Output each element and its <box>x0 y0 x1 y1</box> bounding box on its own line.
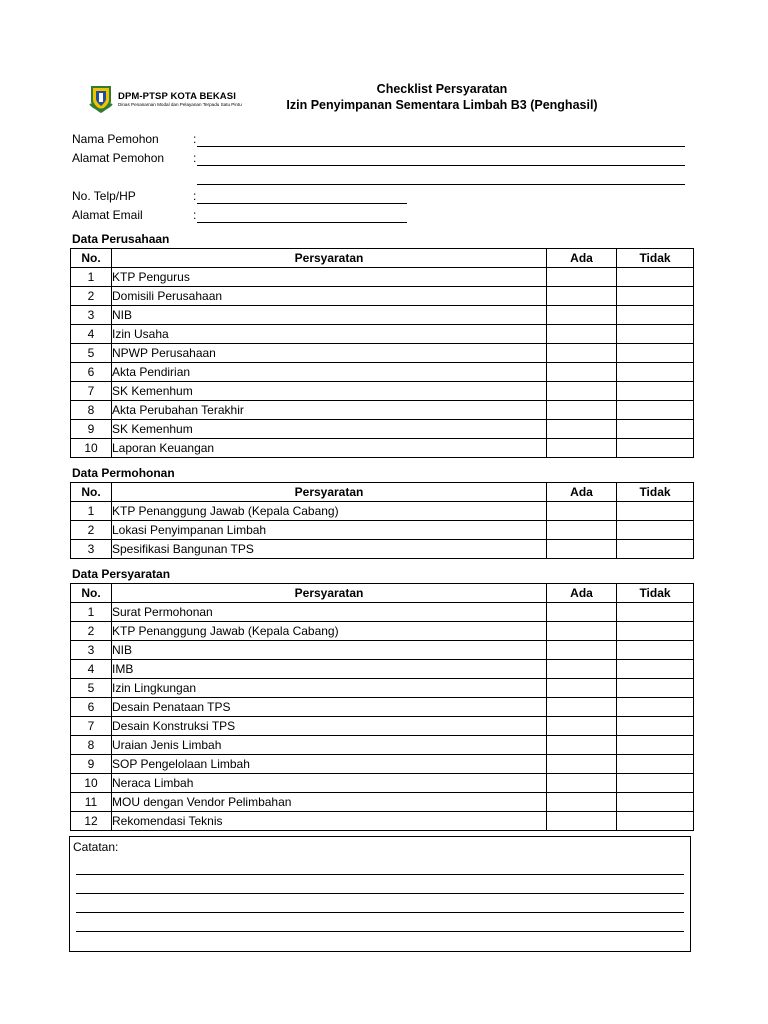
row-number: 4 <box>71 325 112 344</box>
table-row <box>71 439 694 458</box>
name-colon: : <box>193 132 197 146</box>
requirement-text: Surat Permohonan <box>112 603 547 622</box>
checkbox-tidak[interactable] <box>617 306 694 325</box>
requirement-text: Lokasi Penyimpanan Limbah <box>112 521 547 540</box>
company-requirements-table <box>70 248 694 458</box>
table-row <box>71 641 694 660</box>
row-number: 2 <box>71 521 112 540</box>
checkbox-tidak[interactable] <box>617 717 694 736</box>
requirement-text: Desain Konstruksi TPS <box>112 717 547 736</box>
requirement-text: Laporan Keuangan <box>112 439 547 458</box>
requirement-text: SK Kemenhum <box>112 382 547 401</box>
table-row <box>71 717 694 736</box>
checkbox-tidak[interactable] <box>617 344 694 363</box>
checkbox-tidak[interactable] <box>617 603 694 622</box>
checkbox-tidak[interactable] <box>617 420 694 439</box>
checkbox-tidak[interactable] <box>617 521 694 540</box>
row-number: 7 <box>71 717 112 736</box>
column-requirement: Persyaratan <box>112 584 547 603</box>
table-row <box>71 698 694 717</box>
notes-box[interactable] <box>69 836 691 952</box>
row-number: 8 <box>71 401 112 420</box>
requirement-text: NPWP Perusahaan <box>112 344 547 363</box>
notes-line[interactable] <box>76 893 684 894</box>
table-header-row <box>71 584 694 603</box>
checkbox-tidak[interactable] <box>617 540 694 559</box>
notes-label: Catatan: <box>73 840 119 854</box>
requirement-text: NIB <box>112 306 547 325</box>
checkbox-tidak[interactable] <box>617 268 694 287</box>
checkbox-ada[interactable] <box>547 502 617 521</box>
requirement-text: Desain Penataan TPS <box>112 698 547 717</box>
section-title-company: Data Perusahaan <box>72 232 170 246</box>
table-row <box>71 540 694 559</box>
section-title-requirements: Data Persyaratan <box>72 567 171 581</box>
checkbox-ada[interactable] <box>547 812 617 831</box>
table-row <box>71 755 694 774</box>
table-row <box>71 521 694 540</box>
checkbox-ada[interactable] <box>547 325 617 344</box>
table-row <box>71 736 694 755</box>
checkbox-tidak[interactable] <box>617 401 694 420</box>
checkbox-tidak[interactable] <box>617 812 694 831</box>
checkbox-tidak[interactable] <box>617 755 694 774</box>
checkbox-ada[interactable] <box>547 306 617 325</box>
checkbox-ada[interactable] <box>547 287 617 306</box>
checkbox-ada[interactable] <box>547 736 617 755</box>
row-number: 9 <box>71 755 112 774</box>
address-label: Alamat Pemohon <box>72 151 165 165</box>
checkbox-ada[interactable] <box>547 344 617 363</box>
table-row <box>71 287 694 306</box>
checkbox-ada[interactable] <box>547 698 617 717</box>
checkbox-ada[interactable] <box>547 717 617 736</box>
checkbox-ada[interactable] <box>547 521 617 540</box>
section-title-application: Data Permohonan <box>72 466 175 480</box>
requirement-text: Domisili Perusahaan <box>112 287 547 306</box>
checkbox-ada[interactable] <box>547 363 617 382</box>
requirement-text: Akta Pendirian <box>112 363 547 382</box>
table-row <box>71 325 694 344</box>
table-row <box>71 812 694 831</box>
table-row <box>71 306 694 325</box>
requirement-text: NIB <box>112 641 547 660</box>
logo-name: DPM-PTSP KOTA BEKASI <box>118 90 236 102</box>
row-number: 9 <box>71 420 112 439</box>
row-number: 3 <box>71 641 112 660</box>
table-row <box>71 793 694 812</box>
email-colon: : <box>193 208 197 222</box>
checkbox-ada[interactable] <box>547 439 617 458</box>
requirement-text: Akta Perubahan Terakhir <box>112 401 547 420</box>
checkbox-ada[interactable] <box>547 268 617 287</box>
requirement-text: KTP Penanggung Jawab (Kepala Cabang) <box>112 502 547 521</box>
requirement-text: Rekomendasi Teknis <box>112 812 547 831</box>
address-field-line-1[interactable] <box>197 165 685 166</box>
column-no: No. <box>71 249 112 268</box>
requirement-text: Spesifikasi Bangunan TPS <box>112 540 547 559</box>
notes-line[interactable] <box>76 874 684 875</box>
checkbox-ada[interactable] <box>547 401 617 420</box>
requirement-text: MOU dengan Vendor Pelimbahan <box>112 793 547 812</box>
checkbox-tidak[interactable] <box>617 736 694 755</box>
table-row <box>71 420 694 439</box>
checkbox-tidak[interactable] <box>617 382 694 401</box>
phone-field[interactable] <box>197 203 407 204</box>
column-yes: Ada <box>547 249 617 268</box>
requirement-text: Neraca Limbah <box>112 774 547 793</box>
checkbox-ada[interactable] <box>547 641 617 660</box>
checkbox-tidak[interactable] <box>617 287 694 306</box>
requirement-text: SOP Pengelolaan Limbah <box>112 755 547 774</box>
requirement-text: Izin Usaha <box>112 325 547 344</box>
row-number: 2 <box>71 622 112 641</box>
column-no-option: Tidak <box>617 249 694 268</box>
row-number: 10 <box>71 774 112 793</box>
checkbox-ada[interactable] <box>547 793 617 812</box>
row-number: 6 <box>71 363 112 382</box>
requirement-text: KTP Pengurus <box>112 268 547 287</box>
notes-line[interactable] <box>76 931 684 932</box>
row-number: 5 <box>71 679 112 698</box>
requirement-text: KTP Penanggung Jawab (Kepala Cabang) <box>112 622 547 641</box>
column-no-option: Tidak <box>617 483 694 502</box>
row-number: 7 <box>71 382 112 401</box>
table-header-row <box>71 249 694 268</box>
row-number: 1 <box>71 502 112 521</box>
row-number: 8 <box>71 736 112 755</box>
checkbox-tidak[interactable] <box>617 660 694 679</box>
row-number: 1 <box>71 603 112 622</box>
phone-colon: : <box>193 189 197 203</box>
address-colon: : <box>193 151 197 165</box>
application-requirements-table <box>70 482 694 559</box>
checkbox-tidak[interactable] <box>617 641 694 660</box>
column-no: No. <box>71 584 112 603</box>
checkbox-tidak[interactable] <box>617 774 694 793</box>
table-row <box>71 774 694 793</box>
table-row <box>71 268 694 287</box>
row-number: 5 <box>71 344 112 363</box>
city-emblem-icon <box>88 83 114 115</box>
table-row <box>71 382 694 401</box>
checkbox-ada[interactable] <box>547 420 617 439</box>
document-title: Checklist Persyaratan <box>376 82 508 96</box>
checkbox-tidak[interactable] <box>617 622 694 641</box>
table-row <box>71 660 694 679</box>
name-label: Nama Pemohon <box>72 132 159 146</box>
checkbox-ada[interactable] <box>547 660 617 679</box>
column-yes: Ada <box>547 483 617 502</box>
table-row <box>71 603 694 622</box>
email-label: Alamat Email <box>72 208 143 222</box>
checkbox-ada[interactable] <box>547 774 617 793</box>
table-row <box>71 363 694 382</box>
table-row <box>71 344 694 363</box>
checkbox-tidak[interactable] <box>617 679 694 698</box>
logo-subtitle: Dinas Penanaman Modal dan Pelayanan Terpadu Satu Pintu <box>118 101 242 107</box>
checkbox-ada[interactable] <box>547 603 617 622</box>
checkbox-tidak[interactable] <box>617 793 694 812</box>
table-row <box>71 622 694 641</box>
dpmptsp-logo <box>88 82 260 116</box>
document-requirements-table <box>70 583 694 831</box>
row-number: 12 <box>71 812 112 831</box>
checkbox-tidak[interactable] <box>617 325 694 344</box>
requirement-text: IMB <box>112 660 547 679</box>
phone-label: No. Telp/HP <box>72 189 136 203</box>
table-header-row <box>71 483 694 502</box>
row-number: 3 <box>71 540 112 559</box>
address-field-line-2[interactable] <box>197 184 685 185</box>
row-number: 2 <box>71 287 112 306</box>
requirement-text: Uraian Jenis Limbah <box>112 736 547 755</box>
table-row <box>71 679 694 698</box>
document-subtitle: Izin Penyimpanan Sementara Limbah B3 (Penghasil) <box>286 98 598 112</box>
checkbox-ada[interactable] <box>547 382 617 401</box>
checkbox-ada[interactable] <box>547 755 617 774</box>
column-requirement: Persyaratan <box>112 483 547 502</box>
checkbox-ada[interactable] <box>547 622 617 641</box>
row-number: 3 <box>71 306 112 325</box>
row-number: 4 <box>71 660 112 679</box>
requirement-text: Izin Lingkungan <box>112 679 547 698</box>
row-number: 10 <box>71 439 112 458</box>
notes-line[interactable] <box>76 912 684 913</box>
checkbox-tidak[interactable] <box>617 363 694 382</box>
checkbox-tidak[interactable] <box>617 698 694 717</box>
column-requirement: Persyaratan <box>112 249 547 268</box>
checkbox-tidak[interactable] <box>617 502 694 521</box>
checkbox-tidak[interactable] <box>617 439 694 458</box>
row-number: 11 <box>71 793 112 812</box>
requirement-text: SK Kemenhum <box>112 420 547 439</box>
column-yes: Ada <box>547 584 617 603</box>
table-row <box>71 502 694 521</box>
name-field[interactable] <box>197 146 685 147</box>
row-number: 6 <box>71 698 112 717</box>
column-no: No. <box>71 483 112 502</box>
checkbox-ada[interactable] <box>547 540 617 559</box>
checkbox-ada[interactable] <box>547 679 617 698</box>
row-number: 1 <box>71 268 112 287</box>
column-no-option: Tidak <box>617 584 694 603</box>
email-field[interactable] <box>197 222 407 223</box>
table-row <box>71 401 694 420</box>
